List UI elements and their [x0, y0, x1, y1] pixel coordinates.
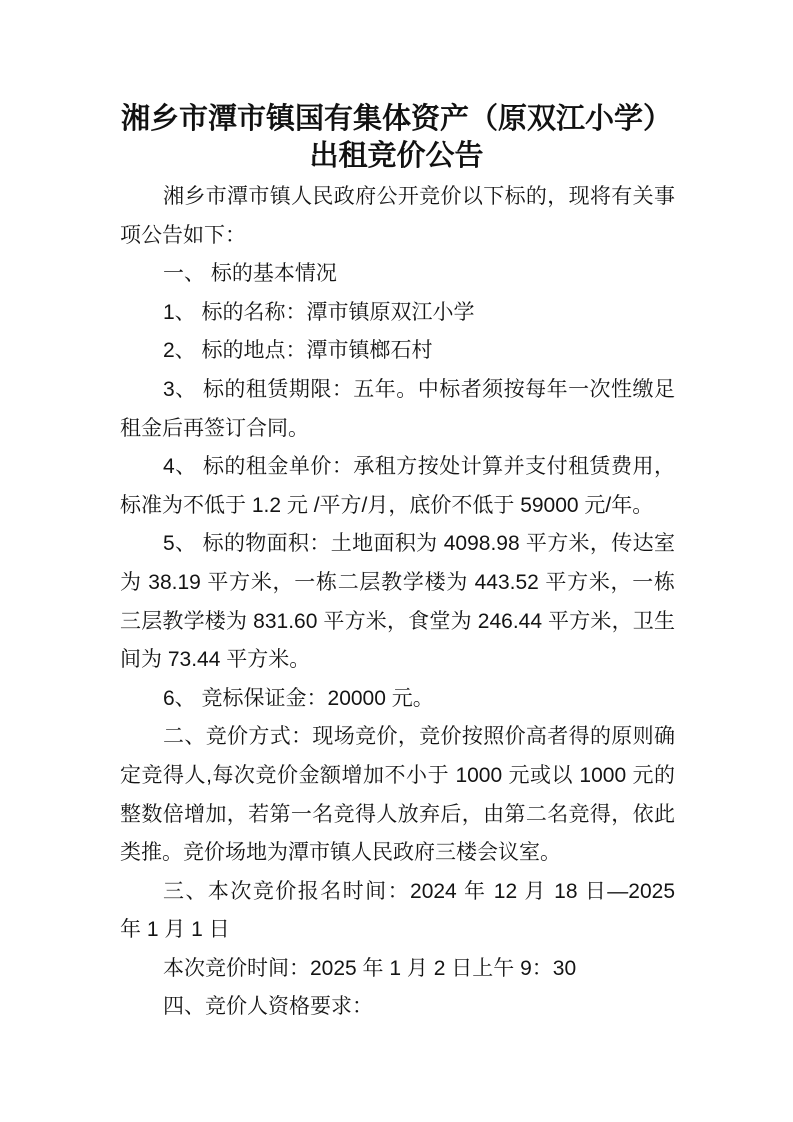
paragraph-line: 6、 竞标保证金：20000 元。	[163, 686, 434, 710]
paragraph-line: 一、 标的基本情况	[163, 262, 337, 286]
paragraph-line: 1、 标的名称：潭市镇原双江小学	[163, 300, 475, 324]
paragraph-line: 类推。竞价场地为潭市镇人民政府三楼会议室。	[120, 841, 561, 865]
item-4-paragraph	[120, 448, 675, 525]
item-1-paragraph	[120, 294, 675, 333]
paragraph-line: 间为 73.44 平方米。	[120, 648, 311, 672]
paragraph-line: 三、本次竞价报名时间：2024 年 12 月 18 日—2025	[163, 879, 675, 903]
paragraph-line: 3、 标的租赁期限：五年。中标者须按每年一次性缴足	[163, 377, 675, 401]
paragraph-line: 4、 标的租金单价：承租方按处计算并支付租赁费用，	[163, 455, 675, 479]
paragraph-line: 定竞得人,每次竞价金额增加不小于 1000 元或以 1000 元的	[120, 763, 675, 787]
section-1-heading	[120, 255, 675, 294]
document-body	[120, 178, 675, 1027]
paragraph-line: 整数倍增加，若第一名竞得人放弃后，由第二名竞得，依此	[120, 802, 675, 826]
section-3-paragraph	[120, 873, 675, 950]
section-2-paragraph	[120, 718, 675, 872]
paragraph-line: 项公告如下：	[120, 223, 246, 247]
intro-paragraph	[120, 178, 675, 255]
document-title	[0, 101, 793, 175]
title-line-2: 出租竞价公告	[309, 140, 484, 172]
paragraph-line: 租金后再签订合同。	[120, 416, 309, 440]
paragraph-line: 年 1 月 1 日	[120, 918, 230, 942]
item-2-paragraph	[120, 332, 675, 371]
title-line-1: 湘乡市潭市镇国有集体资产（原双江小学）	[120, 103, 672, 135]
section-4-heading	[120, 988, 675, 1027]
paragraph-line: 标准为不低于 1.2 元 /平方/月，底价不低于 59000 元/年。	[120, 493, 654, 517]
paragraph-line: 2、 标的地点：潭市镇榔石村	[163, 339, 433, 363]
paragraph-line: 四、竞价人资格要求：	[163, 995, 373, 1019]
paragraph-line: 三层教学楼为 831.60 平方米，食堂为 246.44 平方米，卫生	[120, 609, 675, 633]
bid-time-paragraph	[120, 950, 675, 989]
paragraph-line: 二、竞价方式：现场竞价，竞价按照价高者得的原则确	[163, 725, 675, 749]
item-5-paragraph	[120, 525, 675, 679]
item-6-paragraph	[120, 680, 675, 719]
paragraph-line: 湘乡市潭市镇人民政府公开竞价以下标的，现将有关事	[163, 185, 675, 208]
paragraph-line: 为 38.19 平方米，一栋二层教学楼为 443.52 平方米，一栋	[120, 570, 675, 594]
item-3-paragraph	[120, 371, 675, 448]
paragraph-line: 本次竞价时间：2025 年 1 月 2 日上午 9：30	[163, 956, 577, 980]
paragraph-line: 5、 标的物面积：土地面积为 4098.98 平方米，传达室	[163, 532, 675, 556]
